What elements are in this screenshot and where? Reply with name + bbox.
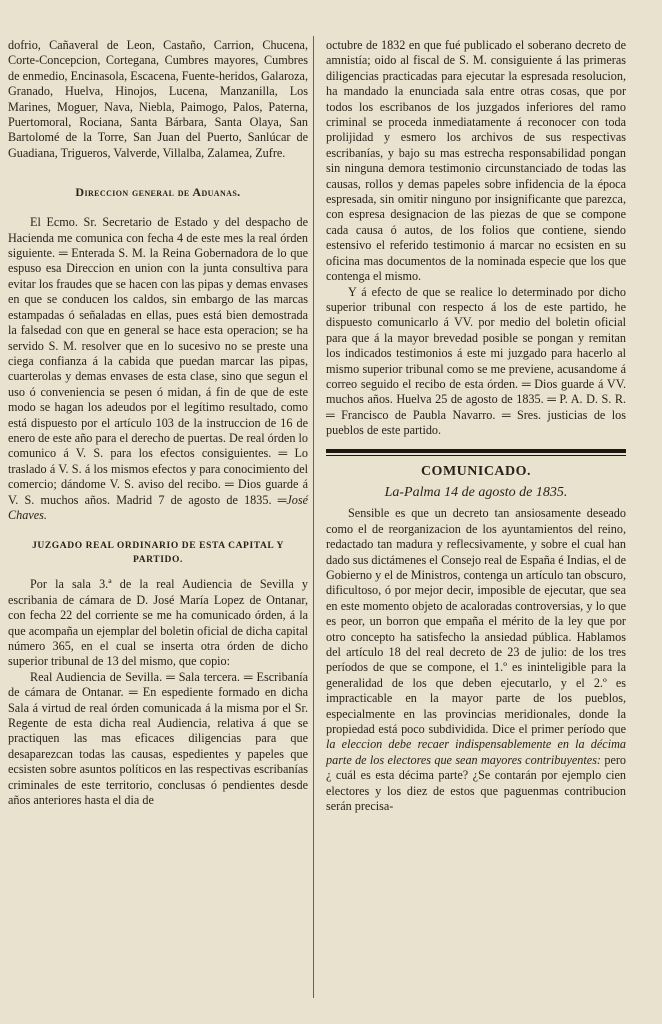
juzgado-paragraph-1: Por la sala 3.ª de la real Audiencia de Sevilla y escribania de cámara de D. José María Lopez de Ontanar, con fecha 22 del corriente se me ha comunicado órden, á la que acompaña un ejemplar del boletin oficial de dicha capital número 365, en el cual se inserta otra órden de dicho superior tribunal de 13 del mismo, que copio:	[8, 577, 308, 669]
section-rule-thin	[326, 455, 626, 456]
section-rule-thick	[326, 449, 626, 453]
comunicado-dateline	[326, 485, 626, 500]
left-column	[8, 38, 308, 808]
column-divider	[313, 36, 314, 998]
order-paragraph: Y á efecto de que se realice lo determinado por dicho superior tribunal con respecto á los de este partido, he dispuesto comunicarlo á VV. por medio del boletin oficial para que á la mayor brevedad posible se pongan y remitan los indicados testimonios á este mi juzgado para hacerlo al mismo superior tribunal como se me previene, acusandome á correo seguido el recibo de esta órden. ═ Dios guarde á VV. muchos años. Huelva 25 de agosto de 1835. ═ P. A. D. S. R. ═ Francisco de Paubla Navarro. ═ Sres. justicias de los pueblos de este partido.	[326, 284, 626, 438]
amnesty-paragraph: octubre de 1832 en que fué publicado el soberano decreto de amnistía; oido al fiscal de S. M. consiguiente á las primeras diligencias practicadas para ejecutar la espresada resolucion, ha mandado la enunciada sala entre otras cosas, que por todos los escribanos de los juzgados inferiores del ramo criminal se proceda inmediatamente á reconocer con toda prolijidad y esmero los archivos de sus respectivas escribanías, y bajo su mas estrecha responsabilidad pongan sin ninguna demora testimonio circunstanciado de todas las causas, rollos y demas papeles sobre infidencia de la época espresada, sin omitir ninguno por insignificante que parezca, con espresa designacion de las piezas de que se compone cada causa ó autos, de los folios que contiene, siendo estensivo el referido testimonio á marcar no ecsisten en su oficina mas documentos de la nominada especie que los que contenga el mismo.	[326, 38, 626, 284]
comunicado-text-end: pero ¿ cuál es esta décima parte? ¿Se contarán por ejemplo cien electores y los diez de estos que paguenmas contribucion serán precisa-	[326, 752, 627, 814]
aduanas-paragraph	[8, 215, 308, 523]
heading-juzgado: JUZGADO REAL ORDINARIO DE ESTA CAPITAL Y PARTIDO.	[32, 541, 284, 566]
dateline-date: 14 de agosto de 1835.	[444, 484, 568, 500]
comunicado-heading: COMUNICADO.	[420, 463, 532, 479]
comunicado-paragraph	[326, 506, 626, 814]
town-list-paragraph: dofrio, Cañaveral de Leon, Castaño, Carrion, Chucena, Corte-Concepcion, Cortegana, Cumbres mayores, Cumbres de enmedio, Encinasola, Escacena, Fuente-heridos, Galaroza, Granado, Huelva, Hinojos, Lucena, Manzanilla, Los Marines, Moguer, Nava, Niebla, Paimogo, Palos, Paterna, Puertomoral, Rociana, Santa Bárbara, Santa Olaya, San Bartolomé de la Torre, San Juan del Puerto, Sanlúcar de Guadiana, Trigueros, Valverde, Villalba, Zalamea, Zufre.	[8, 38, 308, 160]
dateline-place: La-Palma	[384, 484, 441, 500]
aduanas-signature: José Chaves.	[8, 492, 308, 522]
comunicado-text: Sensible es que un decreto tan ansiosamente deseado como el de reorganizacion de los ayuntamientos del reino, redactado tan madura y reflecsivamente, y sobre el cual han dado sus dictámenes el Consejo real de España é Indias, el de Gobierno y el de Ministros, contenga un artículo tan obscuro, dificultoso, ó por mejor decir, imposible de ejecutar, que sea en este momento objeto de acaloradas controversias, y lo que es peor, un borron que empaña el mérito de la ley que por otro concepto ha satisfecho la ansiedad pública. Hablamos del artículo 18 del real decreto de 23 de julio: de los tres períodos de que se compone, el 1.º es ininteligible para la generalidad de los que deben ejecutarlo, y el 2.º es impracticable en la mayor parte de los pueblos, especialmente en las provincias meridionales, donde la propiedad está poco subdividida. Dice el primer período que	[326, 506, 626, 737]
juzgado-paragraph-2: Real Audiencia de Sevilla. ═ Sala tercera. ═ Escribanía de cámara de Ontanar. ═ En espediente formado en dicha Sala á virtud de real órden comunicada á la misma por el Sr. Regente de esta dicha real Audiencia, relativa á que se practiquen las mas eficaces diligencias para que desaparezcan todas las causas, espedientes y papeles que ecsisten sobre asuntos políticos en las respectivas escribanías criminales de este territorio, conclusas ó pendientes desde años anteriores hasta el dia de	[8, 669, 308, 808]
comunicado-quote: la eleccion debe recaer indispensablemente en la décima parte de los electores que sean mayores contribuyentes:	[326, 737, 626, 767]
right-column	[326, 38, 626, 815]
heading-aduanas: Direccion general de Aduanas.	[75, 185, 241, 200]
aduanas-text: El Ecmo. Sr. Secretario de Estado y del despacho de Hacienda me comunica con fecha 4 de este mes la real órden siguiente. ═ Enterada S. M. la Reina Gobernadora de lo que espuso esa Direccion en union con la junta consultiva para evitar los fraudes que se hacen con las pipas y demas envases en que se conducen los caldos, sin embargo de las marcas estampadas ó señaladas en ellas, pues está bien demostrada la falsedad con que en general se hace esta operacion; se ha servido S. M. resolver que en lo sucesivo no se preste una ciega confianza á la cabida que puedan marcar las pipas, cuarterolas y demas envases de esta clase, sino que segun el uso ó conveniencia se pesen ó midan, á fin de que de este modo se hagan los adeudos por el legítimo resultado, como está dispuesto por el artículo 103 de la instruccion de 16 de enero de este año para el derecho de puertas. De real órden lo comunico á V. S. para los efectos consiguientes. ═ Lo traslado á V. S. á los mismos efectos y para conocimiento del comercio; dándome V. S. aviso del recibo. ═ Dios guarde á V. S. muchos años. Madrid 7 de agosto de 1835. ═	[8, 215, 308, 507]
